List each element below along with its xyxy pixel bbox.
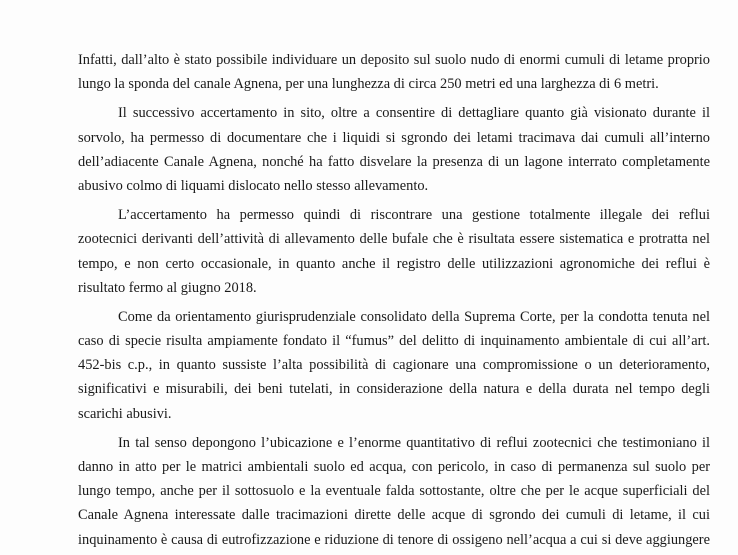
text-line: 452-bis c.p., in quanto sussiste l’alta possibilità di cagionare una compromissione o un deterioramento, xyxy=(78,357,710,374)
document-body xyxy=(78,48,710,555)
text-line: L’accertamento ha permesso quindi di riscontrare una gestione totalmente illegale dei reflui xyxy=(118,207,710,224)
text-line: lungo tempo, anche per il sottosuolo e la eventuale falda sottostante, oltre che per le acque superficiali del xyxy=(78,483,710,500)
text-line: abusivo colmo di liquami dislocato nello stesso allevamento. xyxy=(78,177,429,194)
text-line: sorvolo, ha permesso di documentare che i liquidi si sgrondo dei letami tracimava dai cumuli all’interno xyxy=(78,129,710,146)
paragraph-2 xyxy=(78,101,710,198)
text-line: dell’adiacente Canale Agnena, nonché ha fatto disvelare la presenza di un lagone interrato completamente xyxy=(78,153,710,170)
text-line: scarichi abusivi. xyxy=(78,405,172,422)
paragraph-1 xyxy=(78,48,710,96)
text-line: Il successivo accertamento in sito, oltre a consentire di dettagliare quanto già visionato durante il xyxy=(118,105,710,122)
text-line: inquinamento è causa di eutrofizzazione e riduzione di tenore di ossigeno nell’acqua a cui si deve aggiungere xyxy=(78,531,710,548)
text-line: zootecnici derivanti dell’attività di allevamento delle bufale che è risultata essere sistematica e protratta nel xyxy=(78,231,710,248)
text-line: caso di specie risulta ampiamente fondato il “fumus” del delitto di inquinamento ambientale di cui all’art. xyxy=(78,333,710,350)
text-line: tempo, e non certo occasionale, in quanto anche il registro delle utilizzazioni agronomiche dei reflui è xyxy=(78,255,710,272)
text-line: risultato fermo al giugno 2018. xyxy=(78,279,257,296)
text-line: lungo la sponda del canale Agnena, per una lunghezza di circa 250 metri ed una larghezza di 6 metri. xyxy=(78,76,659,93)
paragraph-3 xyxy=(78,203,710,300)
paragraph-5 xyxy=(78,431,710,552)
text-line: Infatti, dall’alto è stato possibile individuare un deposito sul suolo nudo di enormi cumuli di letame proprio xyxy=(78,52,710,68)
paragraph-4 xyxy=(78,305,710,426)
text-line: Come da orientamento giurisprudenziale consolidato della Suprema Corte, per la condotta tenuta nel xyxy=(118,308,710,325)
text-line: Canale Agnena interessate dalle tracimazioni dirette delle acque di sgrondo dei cumuli di letame, il cui xyxy=(78,507,710,524)
text-line: In tal senso depongono l’ubicazione e l’enorme quantitativo di reflui zootecnici che testimoniano il xyxy=(118,434,710,451)
text-line: significativi e misurabili, dei beni tutelati, in considerazione della natura e della durata nel tempo degli xyxy=(78,381,710,398)
text-line: danno in atto per le matrici ambientali suolo ed acqua, con pericolo, in caso di permanenza sul suolo per xyxy=(78,459,710,475)
